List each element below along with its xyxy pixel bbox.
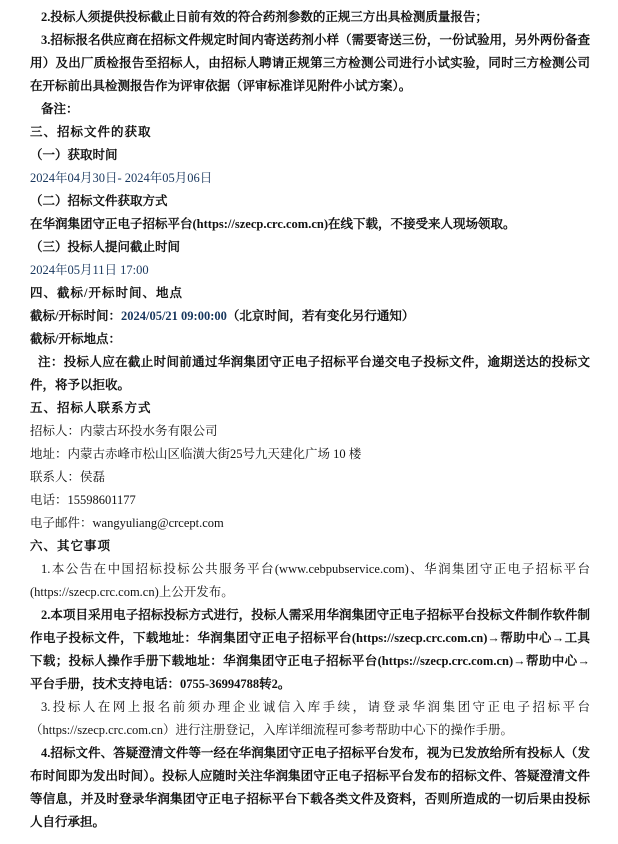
other-paragraph-3: 3.投标人在网上报名前须办理企业诚信入库手续，请登录华润集团守正电子招标平台（https://szecp.crc.com.cn）进行注册登记，入库详细流程可参考帮助中心下的操作手册。 <box>30 700 590 737</box>
bid-open-time-note: （北京时间，若有变化另行通知） <box>226 309 415 323</box>
bid-open-time-value: 2024/05/21 09:00:00 <box>120 309 227 323</box>
section-contact-heading: 五、招标人联系方式 <box>30 401 152 415</box>
bid-open-time-label: 截标/开标时间： <box>30 309 121 323</box>
obtain-method-subheading: （二）招标文件获取方式 <box>30 194 168 208</box>
bid-deadline-note: 注：投标人应在截止时间前通过华润集团守正电子招标平台递交电子投标文件，逾期送达的投标文件，将予以拒收。 <box>30 355 590 392</box>
intro-paragraph-3: 3.招标报名供应商在招标文件规定时间内寄送药剂小样（需要寄送三份，一份试验用，另外两份备查用）及出厂质检报告至招标人，由招标人聘请正规第三方检测公司进行小试实验，同时三方检测公司在开标前出具检测报告作为评审依据（评审标准详见附件小试方案）。 <box>30 33 590 93</box>
obtain-date-range: 2024年04月30日- 2024年05月06日 <box>30 171 213 185</box>
contact-address: 地址：内蒙古赤峰市松山区临潢大街25号九天建化广场 10 楼 <box>30 447 362 461</box>
other-paragraph-4: 4.招标文件、答疑澄清文件等一经在华润集团守正电子招标平台发布，视为已发放给所有投标人（发布时间即为发出时间）。投标人应随时关注华润集团守正电子招标平台发布的招标文件、答疑澄清文件等信息，并及时登录华润集团守正电子招标平台下载各类文件及资料，否则所造成的一切后果由投标人自行承担。 <box>30 746 590 829</box>
other-paragraph-1: 1.本公告在中国招标投标公共服务平台(www.cebpubservice.com)、华润集团守正电子招标平台(https://szecp.crc.com.cn)上公开发布。 <box>30 562 590 599</box>
section-obtain-heading: 三、招标文件的获取 <box>30 125 152 139</box>
question-deadline-value: 2024年05月11日 17:00 <box>30 263 149 277</box>
bid-open-time-line <box>30 305 590 328</box>
section-other-heading: 六、其它事项 <box>30 539 112 553</box>
contact-tenderer: 招标人：内蒙古环投水务有限公司 <box>30 424 218 438</box>
obtain-time-subheading: （一）获取时间 <box>30 148 118 162</box>
other-paragraph-2: 2.本项目采用电子招标投标方式进行，投标人需采用华润集团守正电子招标平台投标文件制作软件制作电子投标文件，下载地址：华润集团守正电子招标平台(https://szecp.crc.com.cn)→帮助中心→工具下载；投标人操作手册下载地址：华润集团守正电子招标平台(https://szecp.crc.com.cn)→帮助中心→平台手册，技术支持电话：0755-36994788转2。 <box>30 608 590 691</box>
question-deadline-subheading: （三）投标人提问截止时间 <box>30 240 181 254</box>
intro-remark-label: 备注： <box>41 102 79 116</box>
contact-email: 电子邮件：wangyuliang@crcept.com <box>30 516 224 530</box>
bid-open-place-label: 截标/开标地点： <box>30 332 121 346</box>
contact-person: 联系人：侯磊 <box>30 470 106 484</box>
obtain-method-text: 在华润集团守正电子招标平台(https://szecp.crc.com.cn)在线下载，不接受来人现场领取。 <box>30 217 516 231</box>
intro-paragraph-2: 2.投标人须提供投标截止日前有效的符合药剂参数的正规三方出具检测质量报告； <box>41 10 488 24</box>
section-deadline-heading: 四、截标/开标时间、地点 <box>30 286 183 300</box>
contact-phone: 电话：15598601177 <box>30 493 136 507</box>
